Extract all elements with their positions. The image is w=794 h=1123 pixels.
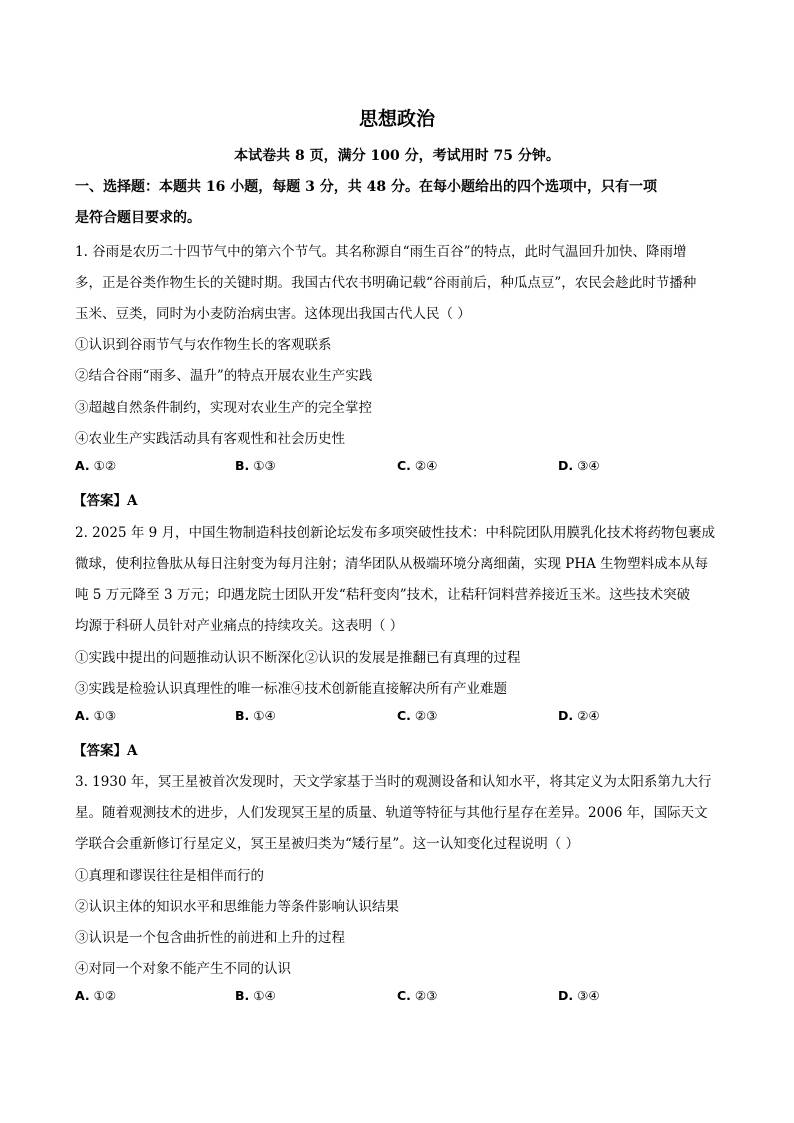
- section-heading-cont: 是符合题目要求的。: [75, 210, 201, 226]
- q1-option-a: A. ①②: [75, 458, 117, 473]
- q1-option-b: B. ①③: [235, 458, 276, 473]
- q3-option-a: A. ①②: [75, 988, 117, 1003]
- q1-option-d: D. ③④: [558, 458, 600, 473]
- page-title: 思想政治: [358, 108, 435, 130]
- q1-stem-line: 多，正是谷类作物生长的关键时期。我国古代农书明确记载“谷雨前后，种瓜点豆”，农民会趁此时节播种: [75, 275, 697, 291]
- q1-statement: ③超越自然条件制约，实现对农业生产的完全掌控: [75, 400, 372, 416]
- q1-statement: ②结合谷雨“雨多、温升”的特点开展农业生产实践: [75, 368, 373, 384]
- q2-statement: ③实践是检验认识真理性的唯一标准④技术创新能直接解决所有产业难题: [75, 681, 507, 697]
- section-heading: 一、选择题：本题共 16 小题，每题 3 分，共 48 分。在每小题给出的四个选项中，只有一项: [75, 179, 657, 195]
- q2-stem-line: 微球，使利拉鲁肽从每日注射变为每月注射；清华团队从极端环境分离细菌，实现 PHA 生物塑料成本从每: [75, 556, 709, 572]
- q1-answer: 【答案】A: [73, 493, 138, 509]
- q2-stem-line: 2. 2025 年 9 月，中国生物制造科技创新论坛发布多项突破性技术：中科院团队用膜乳化技术将药物包裹成: [75, 525, 715, 541]
- q1-stem-line: 玉米、豆类，同时为小麦防治病虫害。这体现出我国古代人民（ ）: [75, 306, 471, 322]
- q1-option-c: C. ②④: [397, 458, 438, 473]
- q3-stem-line: 3. 1930 年，冥王星被首次发现时，天文学家基于当时的观测设备和认知水平，将其定义为太阳系第九大行: [75, 774, 712, 790]
- q1-statement: ④农业生产实践活动具有客观性和社会历史性: [75, 431, 345, 447]
- q3-stem-line: 星。随着观测技术的进步，人们发现冥王星的质量、轨道等特征与其他行星存在差异。2006 年，国际天文: [75, 805, 708, 821]
- q1-statement: ①认识到谷雨节气与农作物生长的客观联系: [75, 337, 332, 353]
- q2-answer: 【答案】A: [73, 743, 138, 759]
- q3-stem-line: 学联合会重新修订行星定义，冥王星被归类为“矮行星”。这一认知变化过程说明（ ）: [75, 836, 580, 852]
- q3-statement: ①真理和谬误往往是相伴而行的: [75, 868, 264, 884]
- q3-statement: ②认识主体的知识水平和思维能力等条件影响认识结果: [75, 899, 399, 915]
- q2-option-d: D. ②④: [558, 708, 600, 723]
- q2-statement: ①实践中提出的问题推动认识不断深化②认识的发展是推翻已有真理的过程: [75, 650, 521, 666]
- exam-info: 本试卷共 8 页，满分 100 分，考试用时 75 分钟。: [234, 148, 560, 164]
- q2-option-b: B. ①④: [235, 708, 276, 723]
- q2-stem-line: 均源于科研人员针对产业痛点的持续攻关。这表明（ ）: [75, 618, 404, 634]
- q1-stem-line: 1. 谷雨是农历二十四节气中的第六个节气。其名称源自“雨生百谷”的特点，此时气温回升加快、降雨增: [75, 244, 687, 260]
- q3-statement: ③认识是一个包含曲折性的前进和上升的过程: [75, 930, 345, 946]
- q3-option-b: B. ①④: [235, 988, 276, 1003]
- q2-option-a: A. ①③: [75, 708, 117, 723]
- q3-option-c: C. ②③: [397, 988, 438, 1003]
- q3-statement: ④对同一个对象不能产生不同的认识: [75, 961, 291, 977]
- q3-option-d: D. ③④: [558, 988, 600, 1003]
- q2-stem-line: 吨 5 万元降至 3 万元；印遇龙院士团队开发“秸秆变肉”技术，让秸秆饲料营养接近玉米。这些技术突破: [75, 587, 691, 603]
- q2-option-c: C. ②③: [397, 708, 438, 723]
